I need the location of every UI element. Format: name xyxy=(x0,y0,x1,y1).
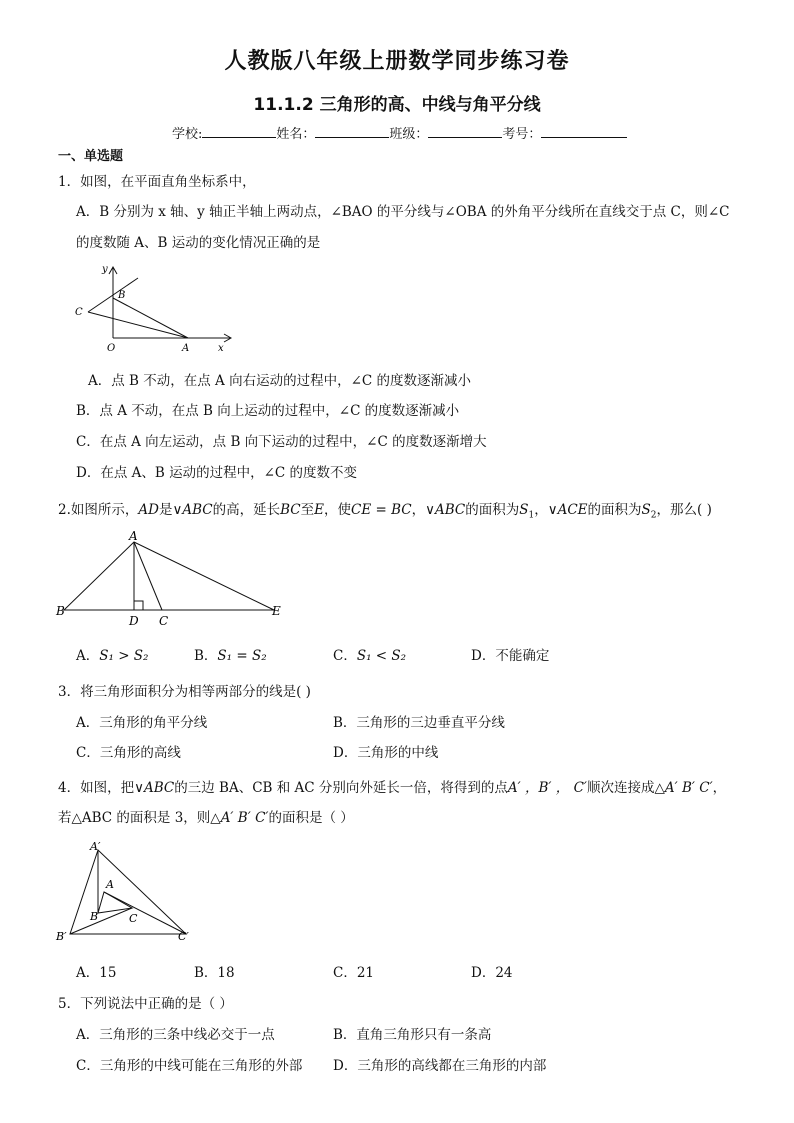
exam-number-blank[interactable] xyxy=(541,125,627,138)
q1-segment-ab xyxy=(113,298,188,338)
q2-option-a-label: A． xyxy=(76,648,100,664)
q3-option-c[interactable]: C．三角形的高线 xyxy=(76,745,181,761)
q2-label-d: D xyxy=(129,614,139,628)
q2-segment-ac xyxy=(134,542,162,610)
q2-text-10: ，那么( ) xyxy=(656,502,712,518)
q2-option-c[interactable] xyxy=(333,644,406,664)
q4-points: A′ ，B′ ， C′ xyxy=(507,780,587,796)
name-label: 姓名： xyxy=(276,127,316,142)
q2-s2: S xyxy=(641,502,651,518)
school-blank[interactable] xyxy=(202,125,276,138)
q4-label-b: B xyxy=(90,910,99,923)
q2-option-b[interactable] xyxy=(194,644,267,664)
q1-stem-line3: 的度数随 A、B 运动的变化情况正确的是 xyxy=(76,235,321,251)
q1-label-y: y xyxy=(102,264,108,275)
page-title: 人教版八年级上册数学同步练习卷 xyxy=(224,49,570,74)
q4-option-b[interactable]: B．18 xyxy=(194,965,235,981)
q2-ce-bc: CE = BC xyxy=(350,502,412,518)
q2-ad: AD xyxy=(138,502,159,518)
q2-text-1: 2.如图所示， xyxy=(58,502,139,518)
q2-label-e: E xyxy=(272,604,281,618)
q2-option-c-label: C． xyxy=(333,648,357,664)
q4-option-c[interactable]: C．21 xyxy=(333,965,375,981)
q2-e: E xyxy=(314,502,324,518)
q2-text-7: 的面积为 xyxy=(465,502,520,518)
q1-option-b[interactable]: B．点 A 不动，在点 B 向上运动的过程中，∠C 的度数逐渐减小 xyxy=(76,403,460,419)
q1-option-d[interactable]: D．在点 A、B 运动的过程中，∠C 的度数不变 xyxy=(76,465,358,481)
q2-label-c: C xyxy=(159,614,169,628)
q5-option-b[interactable]: B．直角三角形只有一条高 xyxy=(333,1027,492,1043)
q2-option-c-expr: S₁ < S₂ xyxy=(356,648,407,664)
q4-tri-1: A′ B′ C′ xyxy=(664,780,713,796)
school-label: 学校: xyxy=(172,127,203,142)
q4-option-a[interactable]: A．15 xyxy=(76,965,117,981)
q2-text-8: ， xyxy=(534,502,548,518)
q3-option-b[interactable]: B．三角形的三边垂直平分线 xyxy=(333,715,505,731)
q4-triangle-outer xyxy=(70,850,186,934)
q4-stem-line2 xyxy=(58,806,354,826)
q4-text-1a: 4．如图，把 xyxy=(58,780,135,796)
q2-text-3: 的高，延长 xyxy=(212,502,281,518)
q4-label-c1: C′ xyxy=(178,930,189,943)
q4-label-a1: A′ xyxy=(90,840,101,853)
q2-text-5: ，使 xyxy=(323,502,351,518)
q5-option-c[interactable]: C．三角形的中线可能在三角形的外部 xyxy=(76,1058,303,1074)
q4-option-d[interactable]: D．24 xyxy=(471,965,513,981)
q2-triangle-abe xyxy=(64,542,274,610)
q1-segment-ca xyxy=(88,312,188,338)
q2-option-d[interactable]: D．不能确定 xyxy=(471,648,550,664)
q1-label-b: B xyxy=(118,290,126,301)
q2-option-a[interactable] xyxy=(76,644,148,664)
q4-figure xyxy=(52,838,202,948)
q1-option-c[interactable]: C．在点 A 向左运动，点 B 向下运动的过程中，∠C 的度数逐渐增大 xyxy=(76,434,487,450)
q4-text-2b: 的面积是（ ） xyxy=(268,810,354,826)
q2-option-b-expr: S₁ = S₂ xyxy=(217,648,267,664)
q2-option-a-expr: S₁ > S₂ xyxy=(99,648,149,664)
q5-option-d[interactable]: D．三角形的高线都在三角形的内部 xyxy=(333,1058,547,1074)
class-label: 班级： xyxy=(389,127,429,142)
q4-tri-2: A′ B′ C′ xyxy=(220,810,269,826)
q1-label-a: A xyxy=(182,343,190,354)
q2-abc-2: ∨ABC xyxy=(425,502,466,518)
q2-s1: S xyxy=(519,502,529,518)
q4-text-1c: 顺次连接成△ xyxy=(586,780,665,796)
q2-s2-sub: 2 xyxy=(650,510,657,521)
q2-label-b: B xyxy=(56,604,65,618)
q4-segment-c1a xyxy=(104,892,186,934)
q4-text-2a: 若△ABC 的面积是 3，则△ xyxy=(58,810,221,826)
q4-label-c: C xyxy=(129,912,138,925)
q2-text-9: 的面积为 xyxy=(587,502,642,518)
q2-figure xyxy=(52,530,292,630)
q4-abc: ∨ABC xyxy=(134,780,175,796)
q4-label-b1: B′ xyxy=(56,930,67,943)
q4-text-1b: 的三边 BA、CB 和 AC 分别向外延长一倍，将得到的点 xyxy=(174,780,508,796)
q2-right-angle-mark xyxy=(134,601,143,610)
q4-label-a: A xyxy=(106,878,114,891)
section-heading: 一、单选题 xyxy=(58,149,124,164)
q2-bc: BC xyxy=(280,502,301,518)
q4-text-1d: ， xyxy=(712,780,727,796)
student-info-line xyxy=(172,123,627,142)
q4-segment-b1c xyxy=(70,908,132,934)
q3-option-d[interactable]: D．三角形的中线 xyxy=(333,745,439,761)
exam-number-label: 考号： xyxy=(502,127,542,142)
q5-stem: 5．下列说法中正确的是（ ） xyxy=(58,996,233,1012)
q1-label-o: O xyxy=(107,343,116,354)
q1-figure xyxy=(70,258,240,354)
q1-stem-line2: A．B 分别为 x 轴、y 轴正半轴上两动点，∠BAO 的平分线与∠OBA 的外角平分线所在直线交于点 C，则∠C xyxy=(76,204,730,220)
q2-option-b-label: B． xyxy=(194,648,218,664)
q2-text-2: 是 xyxy=(158,502,173,518)
q2-label-a: A xyxy=(129,530,138,543)
q1-label-x: x xyxy=(218,343,224,354)
q2-stem xyxy=(58,498,712,521)
q2-abc: ∨ABC xyxy=(172,502,213,518)
q1-option-a[interactable]: A．点 B 不动，在点 A 向右运动的过程中，∠C 的度数逐渐减小 xyxy=(88,373,472,389)
q2-text-6: ， xyxy=(411,502,426,518)
q1-stem-line1: 1．如图，在平面直角坐标系中， xyxy=(58,174,256,190)
q4-stem-line1 xyxy=(58,776,726,796)
q3-stem: 3．将三角形面积分为相等两部分的线是( ) xyxy=(58,684,311,700)
q2-ace: ∨ACE xyxy=(547,502,588,518)
q5-option-a[interactable]: A．三角形的三条中线必交于一点 xyxy=(76,1027,275,1043)
page-subtitle: 11.1.2 三角形的高、中线与角平分线 xyxy=(253,95,541,115)
q1-label-c: C xyxy=(75,307,83,318)
name-blank[interactable] xyxy=(315,125,389,138)
q3-option-a[interactable]: A．三角形的角平分线 xyxy=(76,715,208,731)
class-blank[interactable] xyxy=(428,125,502,138)
q2-s1-sub: 1 xyxy=(528,510,535,521)
q2-text-4: 至 xyxy=(300,502,315,518)
